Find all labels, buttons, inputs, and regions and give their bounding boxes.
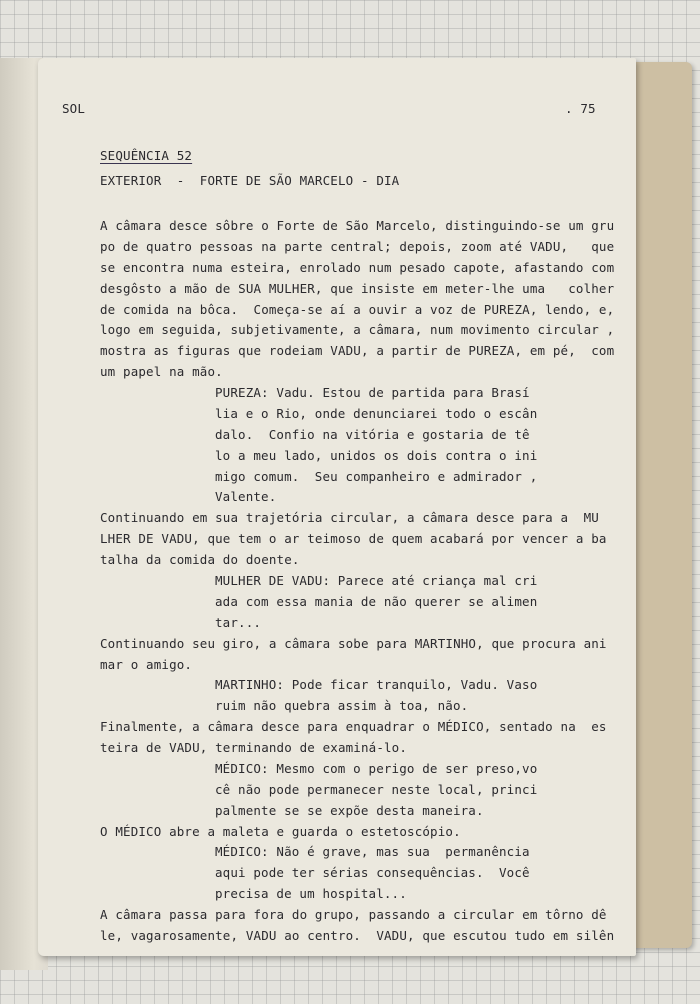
body-line: A câmara desce sôbre o Forte de São Marcelo, distinguindo-se um gru <box>100 218 615 233</box>
body-line: lo a meu lado, unidos os dois contra o ini <box>215 448 538 463</box>
body-line: desgôsto a mão de SUA MULHER, que insiste em meter-lhe uma colher <box>100 281 615 296</box>
body-line: mar o amigo. <box>100 657 193 672</box>
body-line: cê não pode permanecer neste local, princi <box>215 782 538 797</box>
body-line: ada com essa mania de não querer se alimen <box>215 594 538 609</box>
body-line: Valente. <box>215 489 277 504</box>
sequence-setting: EXTERIOR - FORTE DE SÃO MARCELO - DIA <box>100 173 400 188</box>
body-line: tar... <box>215 615 262 630</box>
body-line: precisa de um hospital... <box>215 886 407 901</box>
body-line: mostra as figuras que rodeiam VADU, a partir de PUREZA, em pé, com <box>100 343 615 358</box>
body-line: MARTINHO: Pode ficar tranquilo, Vadu. Vaso <box>215 677 538 692</box>
body-line: O MÉDICO abre a maleta e guarda o estetoscópio. <box>100 824 461 839</box>
body-line: A câmara passa para fora do grupo, passando a circular em tôrno dê <box>100 907 607 922</box>
sequence-label: SEQUÊNCIA 52 <box>100 148 193 163</box>
body-line: um papel na mão. <box>100 364 223 379</box>
body-line: ruim não quebra assim à toa, não. <box>215 698 469 713</box>
page-number: . 75 <box>565 101 596 116</box>
body-line: Continuando seu giro, a câmara sobe para MARTINHO, que procura ani <box>100 636 607 651</box>
body-line: migo comum. Seu companheiro e admirador , <box>215 469 538 484</box>
body-line: dalo. Confio na vitória e gostaria de tê <box>215 427 530 442</box>
body-line: PUREZA: Vadu. Estou de partida para Brasí <box>215 385 530 400</box>
body-line: lia e o Rio, onde denunciarei todo o escân <box>215 406 538 421</box>
body-line: de comida na bôca. Começa-se aí a ouvir a voz de PUREZA, lendo, e, <box>100 302 615 317</box>
header-title: SOL <box>62 101 86 116</box>
body-line: aqui pode ter sérias consequências. Você <box>215 865 530 880</box>
body-line: palmente se se expõe desta maneira. <box>215 803 484 818</box>
body-line: le, vagarosamente, VADU ao centro. VADU, que escutou tudo em silên <box>100 928 615 943</box>
body-line: LHER DE VADU, que tem o ar teimoso de quem acabará por vencer a ba <box>100 531 607 546</box>
body-line: logo em seguida, subjetivamente, a câmara, num movimento circular , <box>100 322 615 337</box>
script-page <box>38 58 636 956</box>
body-line: MÉDICO: Não é grave, mas sua permanência <box>215 844 530 859</box>
body-line: MULHER DE VADU: Parece até criança mal cri <box>215 573 538 588</box>
body-line: se encontra numa esteira, enrolado num pesado capote, afastando com <box>100 260 615 275</box>
body-line: teira de VADU, terminando de examiná-lo. <box>100 740 408 755</box>
body-line: Finalmente, a câmara desce para enquadrar o MÉDICO, sentado na es <box>100 719 607 734</box>
body-line: talha da comida do doente. <box>100 552 300 567</box>
body-line: Continuando em sua trajetória circular, a câmara desce para a MU <box>100 510 599 525</box>
body-line: po de quatro pessoas na parte central; depois, zoom até VADU, que <box>100 239 615 254</box>
body-line: MÉDICO: Mesmo com o perigo de ser preso,vo <box>215 761 538 776</box>
